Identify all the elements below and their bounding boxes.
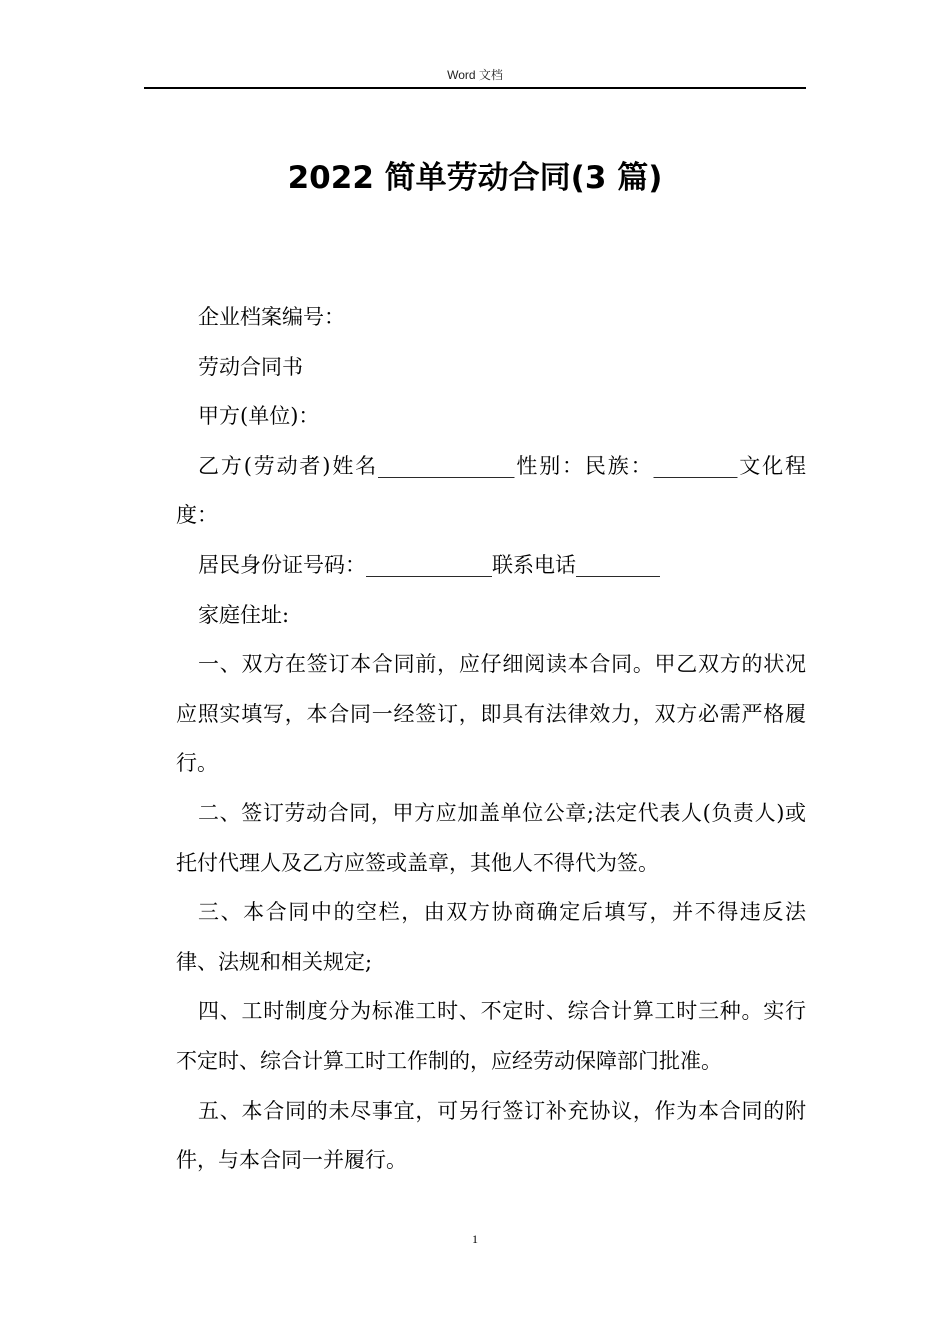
document-title: 2022 简单劳动合同(3 篇) (287, 160, 663, 196)
paragraph-clause-2: 二、签订劳动合同，甲方应加盖单位公章;法定代表人(负责人)或托付代理人及乙方应签或盖章，其他人不得代为签。 (176, 800, 806, 875)
paragraph-clause-3: 三、本合同中的空栏，由双方协商确定后填写，并不得违反法律、法规和相关规定; (176, 900, 806, 974)
paragraph-clause-1: 一、双方在签订本合同前，应仔细阅读本合同。甲乙双方的状况应照实填写，本合同一经签订，即具有法律效力，双方必需严格履行。 (176, 652, 806, 776)
document-body (176, 293, 806, 1186)
page-header-label: Word 文档 (447, 68, 503, 82)
paragraph-party-b: 乙方(劳动者)姓名_____________性别：民族：________文化程度： (176, 453, 806, 528)
paragraph-clause-5: 五、本合同的未尽事宜，可另行签订补充协议，作为本合同的附件，与本合同一并履行。 (176, 1098, 806, 1173)
paragraph-contract-heading: 劳动合同书 (198, 354, 303, 379)
header-divider (144, 87, 806, 89)
paragraph-archive-number: 企业档案编号： (198, 305, 345, 329)
page-number: 1 (472, 1232, 478, 1246)
paragraph-home-address: 家庭住址: (198, 602, 290, 627)
paragraph-party-a: 甲方(单位)： (198, 404, 320, 429)
paragraph-id-number: 居民身份证号码：____________联系电话________ (198, 552, 660, 577)
paragraph-clause-4: 四、工时制度分为标准工时、不定时、综合计算工时三种。实行不定时、综合计算工时工作制的，应经劳动保障部门批准。 (176, 999, 806, 1073)
